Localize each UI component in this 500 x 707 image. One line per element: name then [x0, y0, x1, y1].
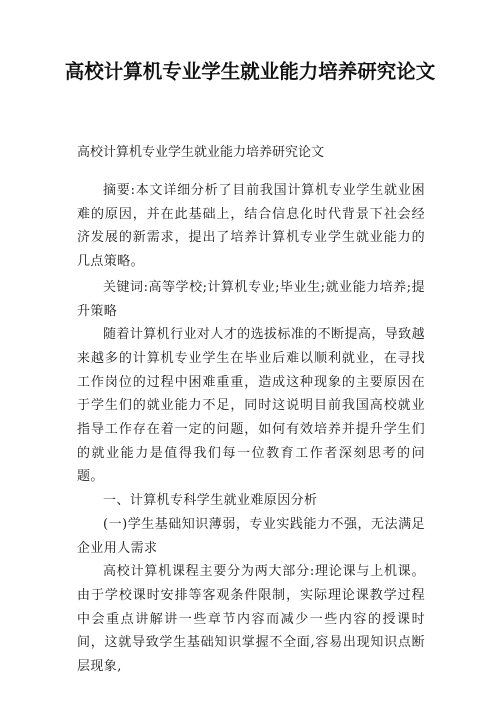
document-body [77, 179, 425, 679]
document-subtitle: 高校计算机专业学生就业能力培养研究论文 [77, 145, 325, 160]
subsection-heading: (一)学生基础知识薄弱，专业实践能力不强，无法满足企业用人需求 [77, 516, 425, 556]
section-heading: 一、计算机专科学生就业难原因分析 [103, 493, 318, 509]
body-paragraph: 高校计算机课程主要分为两大部分:理论课与上机课。由于学校课时安排等客观条件限制，实际理论课教学过程中会重点讲解讲一些章节内容而减少一些内容的授课时间，这就导致学生基础知识掌握不全面,容易出现知识点断层现象, [77, 564, 425, 675]
document-title: 高校计算机专业学生就业能力培养研究论文 [64, 60, 436, 83]
keywords-paragraph: 关键词:高等学校;计算机专业;毕业生;就业能力培养;提升策略 [77, 279, 425, 319]
abstract-paragraph: 摘要:本文详细分析了目前我国计算机专业学生就业困难的原因，并在此基础上，结合信息化时代背景下社会经济发展的新需求，提出了培养计算机专业学生就业能力的几点策略。 [77, 183, 425, 270]
intro-paragraph: 随着计算机行业对人才的选拔标准的不断提高，导致越来越多的计算机专业学生在毕业后难以顺利就业，在寻找工作岗位的过程中困难重重，造成这种现象的主要原因在于学生们的就业能力不足，同时这说明目前我国高校就业指导工作存在着一定的问题，如何有效培养并提升学生们的就业能力是值得我们每一位教育工作者深刻思考的问题。 [77, 327, 425, 485]
